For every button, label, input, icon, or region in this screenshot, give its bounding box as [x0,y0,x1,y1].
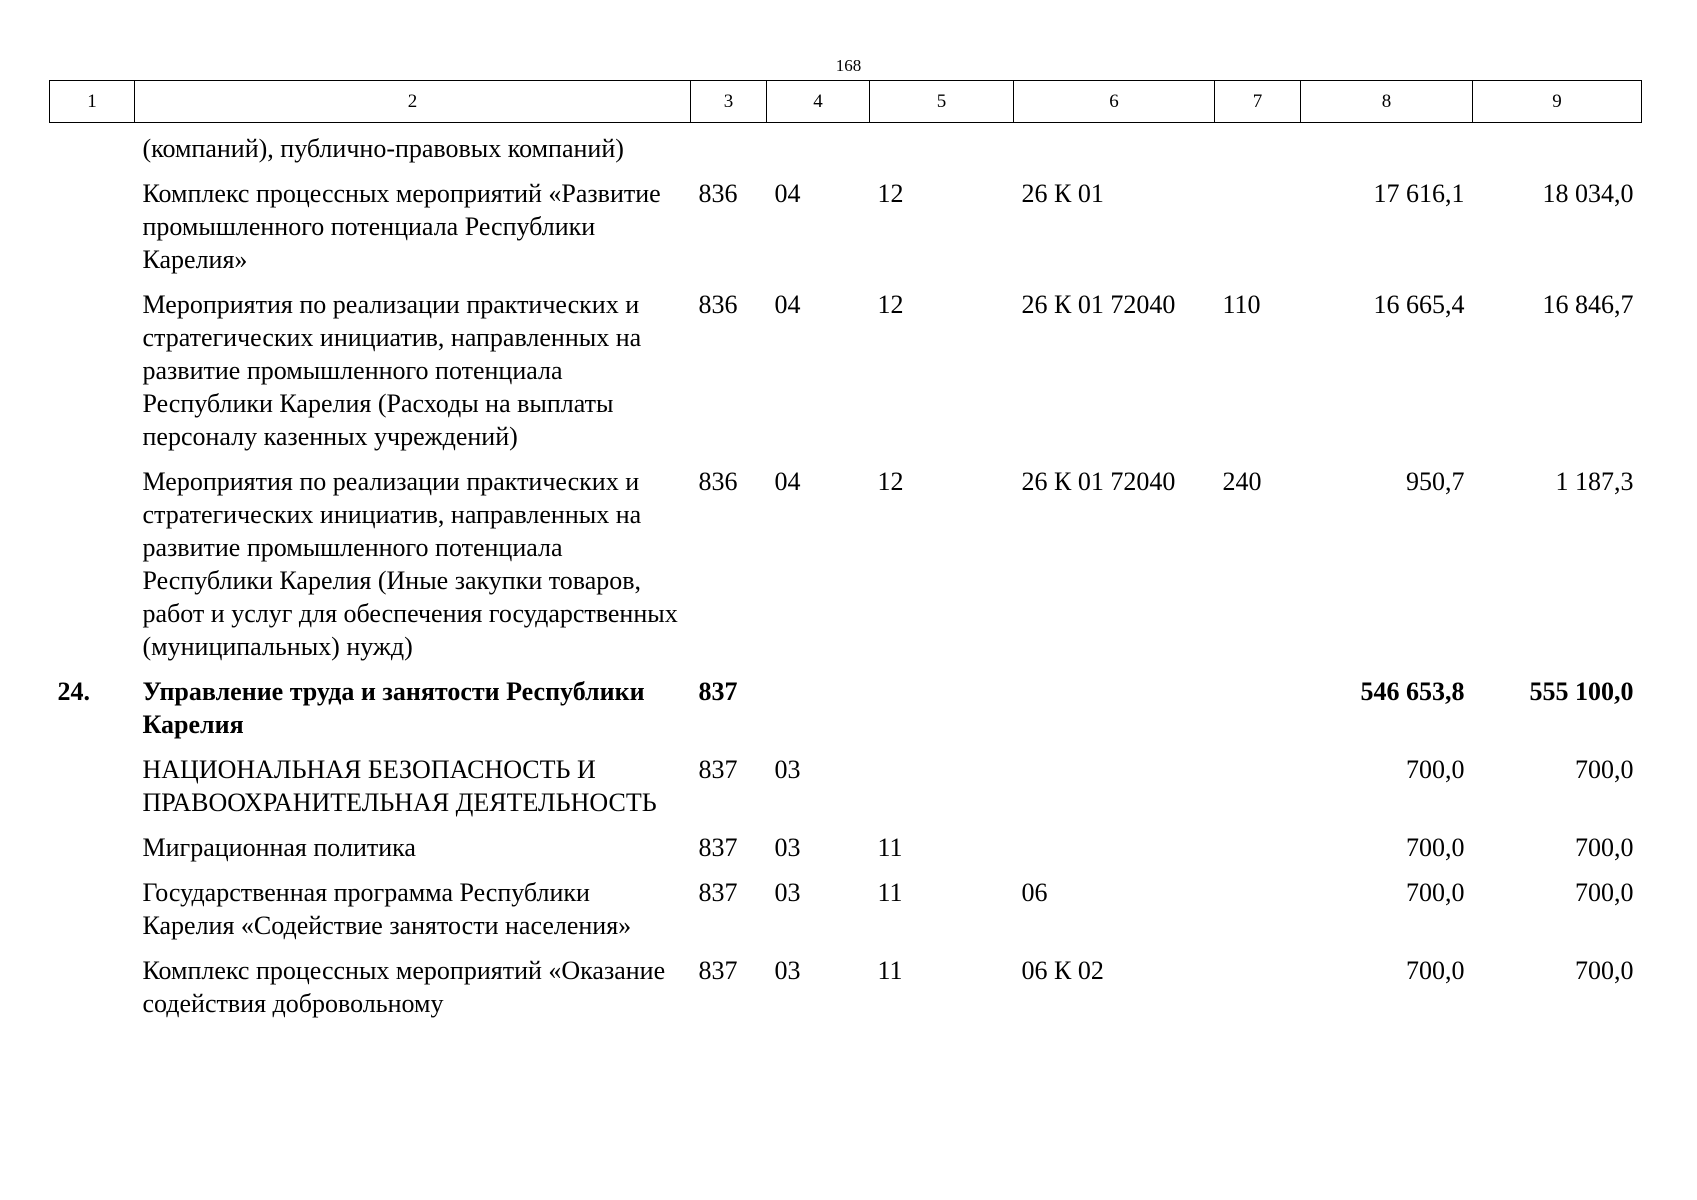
table-row [50,942,1642,1020]
row-expense-type [1215,165,1301,276]
row-name: Комплекс процессных мероприятий «Оказание содействия добровольному [142,956,666,1018]
column-header-4: 4 [767,81,870,123]
table-row [50,123,1642,166]
row-subsection-code: 11 [877,956,903,985]
row-expense-type: 110 [1222,290,1261,319]
row-number [50,165,135,276]
row-target-code: 06 [1021,878,1048,907]
row-grbs-code: 837 [698,677,738,706]
row-subsection-code: 12 [877,467,904,496]
row-name: Управление труда и занятости Республики Карелия [142,677,645,739]
column-header-2: 2 [135,81,691,123]
row-amount-1 [1301,123,1473,166]
row-amount-2: 18 034,0 [1542,179,1634,208]
row-name: (компаний), публично-правовых компаний) [142,134,624,163]
row-grbs-code: 837 [698,833,738,862]
row-amount-2: 700,0 [1575,956,1634,985]
row-expense-type: 240 [1222,467,1262,496]
row-number [50,453,135,663]
row-name: Миграционная политика [142,833,416,862]
row-expense-type [1215,819,1301,864]
row-grbs-code [691,123,767,166]
row-amount-1: 700,0 [1406,878,1465,907]
table-row [50,864,1642,942]
column-header-8: 8 [1301,81,1473,123]
row-grbs-code: 836 [698,467,738,496]
row-name: Государственная программа Республики Карелия «Содействие занятости населения» [142,878,632,940]
row-number [50,741,135,819]
table-row [50,453,1642,663]
row-subsection-code [870,123,1014,166]
row-expense-type [1215,123,1301,166]
row-section-code: 03 [774,956,801,985]
row-name: Комплекс процессных мероприятий «Развитие промышленного потенциала Республики Карелия» [142,179,661,274]
row-number [50,123,135,166]
row-grbs-code: 836 [698,179,738,208]
column-header-9: 9 [1473,81,1642,123]
row-expense-type [1215,864,1301,942]
row-subsection-code: 12 [877,290,904,319]
row-grbs-code: 837 [698,878,738,907]
budget-table [49,80,1642,1020]
row-amount-2: 1 187,3 [1555,467,1634,496]
row-section-code: 04 [774,179,801,208]
row-amount-1: 700,0 [1406,833,1465,862]
table-row [50,741,1642,819]
row-name: НАЦИОНАЛЬНАЯ БЕЗОПАСНОСТЬ И ПРАВООХРАНИТЕЛЬНАЯ ДЕЯТЕЛЬНОСТЬ [142,755,657,817]
row-subsection-code: 11 [877,833,903,862]
row-target-code: 26 К 01 72040 [1021,467,1176,496]
row-target-code [1014,819,1215,864]
row-target-code: 26 К 01 72040 [1021,290,1176,319]
row-amount-1: 17 616,1 [1373,179,1465,208]
row-section-code [767,123,870,166]
column-header-5: 5 [870,81,1014,123]
row-amount-1: 700,0 [1406,755,1465,784]
column-header-1: 1 [50,81,135,123]
table-row [50,276,1642,453]
page-number: 168 [835,56,862,75]
row-target-code [1014,663,1215,741]
row-section-code: 03 [774,833,801,862]
column-header-3: 3 [691,81,767,123]
row-target-code [1014,123,1215,166]
row-target-code: 26 К 01 [1021,179,1104,208]
row-section-code: 04 [774,467,801,496]
row-subsection-code: 11 [877,878,903,907]
row-name: Мероприятия по реализации практических и стратегических инициатив, направленных на развитие промышленного потенциала Республики Карелия (Расходы на выплаты персоналу казенных учреждений) [142,290,642,451]
row-subsection-code [870,663,1014,741]
row-section-code: 03 [774,878,801,907]
row-amount-1: 546 653,8 [1360,677,1465,706]
row-number [50,819,135,864]
row-target-code [1014,741,1215,819]
row-number [50,864,135,942]
row-grbs-code: 837 [698,956,738,985]
row-subsection-code [870,741,1014,819]
row-grbs-code: 837 [698,755,738,784]
row-amount-2: 700,0 [1575,755,1634,784]
row-subsection-code: 12 [877,179,904,208]
row-name: Мероприятия по реализации практических и стратегических инициатив, направленных на развитие промышленного потенциала Республики Карелия (Иные закупки товаров, работ и услуг для обеспечения государственных (муниципальных) нужд) [142,467,678,661]
row-amount-1: 700,0 [1406,956,1465,985]
row-section-code: 04 [774,290,801,319]
row-section-code: 03 [774,755,801,784]
row-amount-1: 950,7 [1406,467,1465,496]
table-row [50,819,1642,864]
row-expense-type [1215,942,1301,1020]
row-amount-2: 16 846,7 [1542,290,1634,319]
row-target-code: 06 К 02 [1021,956,1104,985]
row-number [50,942,135,1020]
column-number-header-row [50,81,1642,123]
row-amount-2 [1473,123,1642,166]
table-row [50,165,1642,276]
row-expense-type [1215,741,1301,819]
row-expense-type [1215,663,1301,741]
column-header-6: 6 [1014,81,1215,123]
row-number [50,276,135,453]
row-grbs-code: 836 [698,290,738,319]
row-amount-2: 555 100,0 [1529,677,1634,706]
row-section-code [767,663,870,741]
row-amount-1: 16 665,4 [1373,290,1465,319]
row-number: 24. [57,677,90,706]
table-row-department-total [50,663,1642,741]
row-amount-2: 700,0 [1575,833,1634,862]
column-header-7: 7 [1215,81,1301,123]
row-amount-2: 700,0 [1575,878,1634,907]
